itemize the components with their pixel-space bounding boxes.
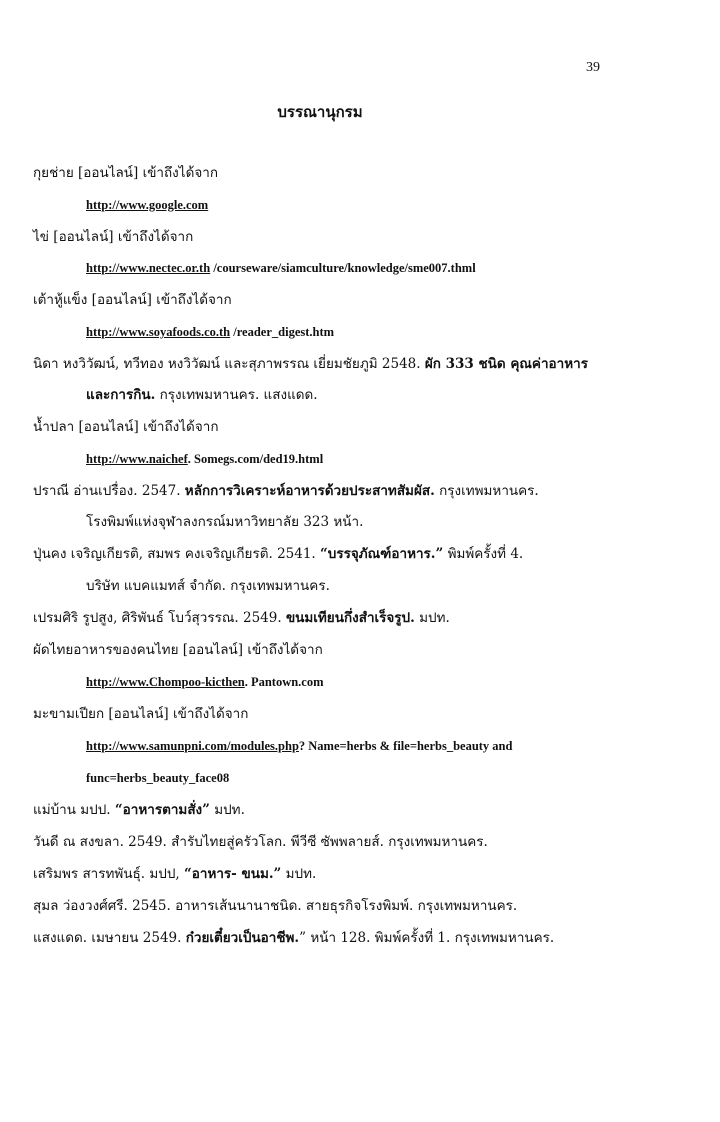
entry-title: “อาหารตามสั่ง” — [114, 802, 210, 818]
bib-continuation — [86, 385, 318, 405]
entry-text: วันดี ณ สงขลา. 2549. สำรับไทยสู่ครัวโลก. พีวีซี ซัพพลายส์. กรุงเทพมหานคร. — [33, 834, 488, 850]
entry-text: สุมล ว่องวงศ์ศรี. 2545. อาหารเส้นนานาชนิด. สายธุรกิจโรงพิมพ์. กรุงเทพมหานคร. — [33, 898, 518, 914]
bib-entry-wandee — [33, 832, 488, 852]
bib-entry-maeban — [33, 800, 245, 820]
bib-entry-pranee — [33, 481, 539, 501]
url-path: /reader_digest.htm — [230, 325, 335, 339]
entry-title: ขนมเทียนกึ่งสำเร็จรูป. — [285, 610, 415, 626]
entry-text: ไข่ [ออนไลน์] เข้าถึงได้จาก — [33, 229, 194, 245]
bib-entry-egg — [33, 227, 193, 247]
entry-text: ” หน้า 128. พิมพ์ครั้งที่ 1. กรุงเทพมหานคร. — [299, 930, 555, 946]
entry-text: เปรมศิริ รูปสูง, ศิริพันธ์ โบว์สุวรรณ. 2549. — [33, 610, 286, 626]
entry-title: ผัก 333 ชนิด คุณค่าอาหาร — [424, 356, 588, 372]
bib-url-line — [86, 258, 476, 278]
bib-entry-nida — [33, 354, 588, 374]
url-path: ? Name=herbs & file=herbs_beauty and — [298, 739, 513, 753]
url-path: /courseware/siamculture/knowledge/sme007.thml — [210, 261, 476, 275]
entry-title: ก๋วยเตี๋ยวเป็นอาชีพ. — [185, 930, 300, 946]
entry-text: มปท. — [209, 802, 245, 818]
bib-continuation — [86, 576, 330, 596]
entry-text: ผัดไทยอาหารของคนไทย [ออนไลน์] เข้าถึงได้จาก — [33, 642, 323, 658]
url-link[interactable]: http://www.nectec.or.th — [86, 261, 211, 275]
entry-text: แสงแดด. เมษายน 2549. — [33, 930, 186, 946]
bib-url-continuation — [86, 768, 229, 788]
url-link[interactable]: http://www.Chompoo-kicthen — [86, 675, 245, 689]
bib-entry-saengdaet — [33, 928, 554, 948]
entry-text: กรุงเทพมหานคร. — [434, 483, 539, 499]
entry-title: หลักการวิเคราะห์อาหารด้วยประสาทสัมผัส. — [184, 483, 435, 499]
url-path: func=herbs_beauty_face08 — [86, 771, 230, 785]
entry-text: โรงพิมพ์แห่งจุฬาลงกรณ์มหาวิทยาลัย 323 หน้า. — [86, 514, 364, 530]
bib-url-line — [86, 672, 324, 692]
url-link[interactable]: http://www.google.com — [86, 198, 209, 212]
url-path: . Somegs.com/ded19.html — [187, 452, 324, 466]
bib-entry-punkong — [33, 544, 523, 564]
url-link[interactable]: http://www.naichef — [86, 452, 188, 466]
bib-entry-padthai — [33, 640, 323, 660]
page-number: 39 — [586, 60, 600, 75]
bib-entry-premsiri — [33, 608, 450, 628]
bib-url-line — [86, 322, 334, 342]
bib-entry-sermporn — [33, 864, 316, 884]
url-link[interactable]: http://www.soyafoods.co.th — [86, 325, 231, 339]
entry-text: บริษัท แบคแมทส์ จำกัด. กรุงเทพมหานคร. — [86, 578, 330, 594]
entry-text: กรุงเทพมหานคร. แสงแดด. — [155, 387, 318, 403]
bib-entry-sumol — [33, 896, 517, 916]
bib-continuation — [86, 512, 363, 532]
url-path: . Pantown.com — [244, 675, 324, 689]
entry-text: มปท. — [281, 866, 317, 882]
bib-entry-tofu — [33, 290, 232, 310]
entry-text: มปท. — [414, 610, 450, 626]
bib-url-line — [86, 195, 208, 215]
entry-text: พิมพ์ครั้งที่ 4. — [443, 546, 524, 562]
entry-text: เต้าหู้แข็ง [ออนไลน์] เข้าถึงได้จาก — [33, 292, 232, 308]
page-title: บรรณานุกรม — [277, 103, 363, 121]
url-link[interactable]: http://www.samunpni.com/modules.php — [86, 739, 299, 753]
entry-text: ปุ่นคง เจริญเกียรติ, สมพร คงเจริญเกียรติ. 2541. — [33, 546, 321, 562]
bib-entry-fishsauce — [33, 417, 219, 437]
bib-url-line — [86, 736, 512, 756]
entry-text: มะขามเปียก [ออนไลน์] เข้าถึงได้จาก — [33, 706, 249, 722]
entry-text: เสริมพร สารทพันธุ์. มปป, — [33, 866, 184, 882]
bib-url-line — [86, 449, 323, 469]
entry-text: แม่บ้าน มปป. — [33, 802, 115, 818]
entry-text: น้ำปลา [ออนไลน์] เข้าถึงได้จาก — [33, 419, 219, 435]
entry-title: “บรรจุภัณฑ์อาหาร.” — [320, 546, 444, 562]
entry-text: ปราณี อ่านเปรื่อง. 2547. — [33, 483, 185, 499]
entry-text: นิดา หงวิวัฒน์, ทวีทอง หงวิวัฒน์ และสุภาพรรณ เยี่ยมชัยภูมิ 2548. — [33, 356, 425, 372]
bib-entry-kuichai — [33, 163, 218, 183]
entry-title: “อาหาร- ขนม.” — [184, 866, 282, 882]
bib-entry-tamarind — [33, 704, 248, 724]
entry-text: กุยช่าย [ออนไลน์] เข้าถึงได้จาก — [33, 165, 218, 181]
entry-title: และการกิน. — [86, 387, 156, 403]
